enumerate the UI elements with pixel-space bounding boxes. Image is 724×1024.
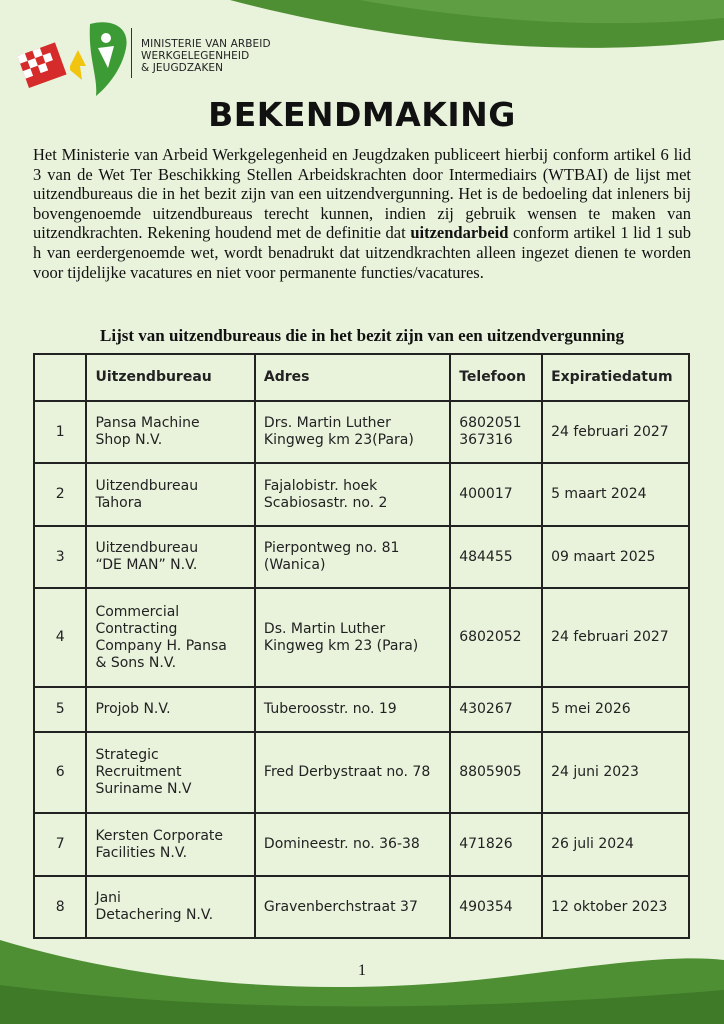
agency-phone: 400017: [450, 463, 542, 526]
page-title: BEKENDMAKING: [208, 95, 516, 134]
table-row: [34, 588, 689, 687]
agency-expiry: 24 februari 2027: [542, 588, 689, 687]
row-number: 5: [34, 687, 86, 732]
table-row: [34, 463, 689, 526]
agency-phone: 6802051 367316: [450, 401, 542, 463]
agency-address: Fajalobistr. hoek Scabiosastr. no. 2: [255, 463, 450, 526]
list-title: Lijst van uitzendbureaus die in het bezit zijn van een uitzendvergunning: [100, 326, 624, 345]
intro-text-before: Het Ministerie van Arbeid Werkgelegenheid en Jeugdzaken publiceert hierbij conform artikel 6 lid 3 van de Wet Ter Beschikking Stellen Arbeidskrachten door Intermediairs (WTBAI) de lijst met uitzendbureaus die in het bezit zijn van een uitzendvergunning. Het is de bedoeling dat inleners bij bovengenoemde uitzendbureaus terecht kunnen, indien zij gebruik wensen te maken van uitzendkrachten. Rekening houdend met de definitie dat: [33, 145, 691, 243]
agency-name: Uitzendbureau Tahora: [86, 463, 254, 526]
table-row: [34, 732, 689, 813]
agency-address: Tuberoosstr. no. 19: [255, 687, 450, 732]
header-expiry: Expiratiedatum: [542, 354, 689, 401]
agency-address: Ds. Martin Luther Kingweg km 23 (Para): [255, 588, 450, 687]
ministry-name: [141, 38, 271, 74]
header-number: [34, 354, 86, 401]
ministry-line-1: MINISTERIE VAN ARBEID: [141, 38, 271, 50]
header-phone: Telefoon: [450, 354, 542, 401]
row-number: 7: [34, 813, 86, 876]
agency-name: Uitzendbureau “DE MAN” N.V.: [86, 526, 254, 588]
header-agency: Uitzendbureau: [86, 354, 254, 401]
agency-address: Domineestr. no. 36-38: [255, 813, 450, 876]
intro-bold-term: uitzendarbeid: [410, 223, 509, 243]
row-number: 1: [34, 401, 86, 463]
ministry-line-3: & JEUGDZAKEN: [141, 62, 224, 74]
table-header-row: [34, 354, 689, 401]
table-row: [34, 526, 689, 588]
agency-name: Commercial Contracting Company H. Pansa & Sons N.V.: [86, 588, 254, 687]
agency-expiry: 5 maart 2024: [542, 463, 689, 526]
agency-address: Gravenberchstraat 37: [255, 876, 450, 938]
row-number: 3: [34, 526, 86, 588]
agency-address: Pierpontweg no. 81 (Wanica): [255, 526, 450, 588]
row-number: 4: [34, 588, 86, 687]
intro-text-after: conform artikel 1 lid 1 sub h van eerdergenoemde wet, wordt benadrukt dat uitzendkrachten alleen ingezet dienen te worden voor tijdelijke vacatures en niet voor permanente functies/vacatures.: [33, 223, 692, 282]
agency-name: Strategic Recruitment Suriname N.V: [86, 732, 254, 813]
agency-phone: 484455: [450, 526, 542, 588]
agency-expiry: 5 mei 2026: [542, 687, 689, 732]
row-number: 6: [34, 732, 86, 813]
header-address: Adres: [255, 354, 450, 401]
table-row: [34, 876, 689, 938]
agency-name: Kersten Corporate Facilities N.V.: [86, 813, 254, 876]
logo-divider: [131, 28, 132, 78]
table-row: [34, 813, 689, 876]
agency-phone: 471826: [450, 813, 542, 876]
intro-paragraph: [33, 145, 691, 282]
agency-phone: 430267: [450, 687, 542, 732]
table-row: [34, 687, 689, 732]
table-row: [34, 401, 689, 463]
agency-address: Drs. Martin Luther Kingweg km 23(Para): [255, 401, 450, 463]
page-number: 1: [358, 962, 366, 979]
agency-name: Pansa Machine Shop N.V.: [86, 401, 254, 463]
agency-expiry: 09 maart 2025: [542, 526, 689, 588]
ministry-logo-icon: [18, 18, 138, 98]
agency-expiry: 12 oktober 2023: [542, 876, 689, 938]
agency-expiry: 24 februari 2027: [542, 401, 689, 463]
agency-phone: 490354: [450, 876, 542, 938]
row-number: 8: [34, 876, 86, 938]
ministry-line-2: WERKGELEGENHEID: [141, 50, 250, 62]
agency-address: Fred Derbystraat no. 78: [255, 732, 450, 813]
agency-phone: 8805905: [450, 732, 542, 813]
agency-name: Projob N.V.: [86, 687, 254, 732]
agencies-table: [33, 353, 690, 939]
agency-expiry: 24 juni 2023: [542, 732, 689, 813]
agency-name: Jani Detachering N.V.: [86, 876, 254, 938]
agency-phone: 6802052: [450, 588, 542, 687]
agency-expiry: 26 juli 2024: [542, 813, 689, 876]
row-number: 2: [34, 463, 86, 526]
